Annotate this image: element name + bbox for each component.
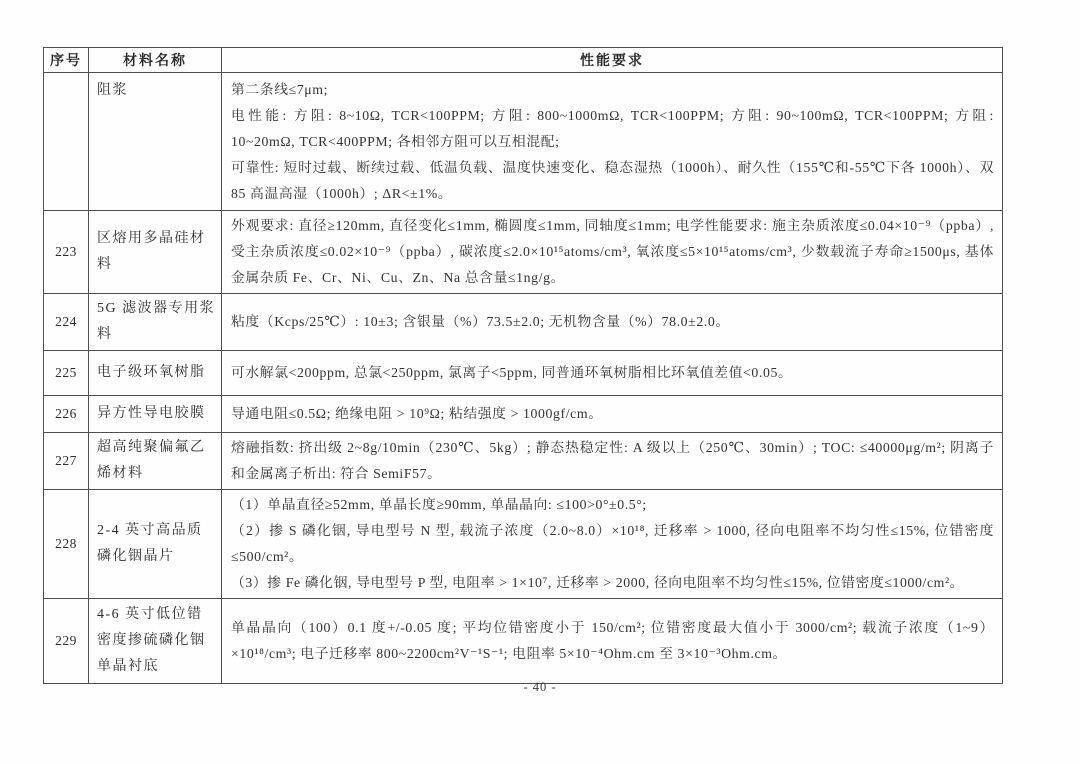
- material-name-cell: 区熔用多晶硅材料: [89, 211, 222, 294]
- performance-cell: [222, 211, 1003, 294]
- performance-cell: [222, 490, 1003, 599]
- performance-cell: [222, 294, 1003, 351]
- table-row: [44, 294, 1003, 351]
- requirement-line: 电性能: 方阻: 8~10Ω, TCR<100PPM; 方阻: 800~1000mΩ, TCR<100PPM; 方阻: 90~100mΩ, TCR<100PPM; 方阻: 10~20mΩ, TCR<400PPM; 各相邻方阻可以互相混配;: [231, 107, 994, 149]
- table-row: [44, 351, 1003, 396]
- performance-cell: [222, 396, 1003, 433]
- header-material-name: 材料名称: [89, 48, 222, 73]
- material-name-cell: 异方性导电胶膜: [89, 396, 222, 433]
- header-no: 序号: [44, 48, 89, 73]
- requirement-line: 熔融指数: 挤出级 2~8g/10min（230℃、5kg）; 静态热稳定性: A 级以上（250℃、30min）; TOC: ≤40000μg/m²; 阴离子和金属离子析出: 符合 SemiF57。: [231, 440, 994, 481]
- requirement-line: （3）掺 Fe 磷化铟, 导电型号 P 型, 电阻率 > 1×10⁷, 迁移率 > 2000, 径向电阻率不均匀性≤15%, 位错密度≤1000/cm²。: [231, 575, 965, 590]
- material-name-cell: 阻浆: [89, 73, 222, 211]
- requirement-line: 可水解氯<200ppm, 总氯<250ppm, 氯离子<5ppm, 同普通环氧树脂相比环氧值差值<0.05。: [231, 365, 793, 380]
- table-row: [44, 73, 1003, 211]
- table-row: [44, 433, 1003, 490]
- row-number-cell: [44, 73, 89, 211]
- table-row: [44, 599, 1003, 684]
- row-number-cell: 227: [44, 433, 89, 490]
- material-name-cell: 超高纯聚偏氟乙烯材料: [89, 433, 222, 490]
- table-row: [44, 490, 1003, 599]
- row-number-cell: 225: [44, 351, 89, 396]
- material-name-cell: 电子级环氧树脂: [89, 351, 222, 396]
- row-number-cell: 228: [44, 490, 89, 599]
- row-number-cell: 229: [44, 599, 89, 684]
- table-header-row: [44, 48, 1003, 73]
- material-name-cell: 4-6 英寸低位错密度掺硫磷化铟单晶衬底: [89, 599, 222, 684]
- requirement-line: 可靠性: 短时过载、断续过载、低温负载、温度快速变化、稳态湿热（1000h）、耐久性（155℃和-55℃下各 1000h）、双 85 高温高湿（1000h）; ΔR<±1%。: [231, 159, 994, 201]
- requirement-line: 单晶晶向（100）0.1 度+/-0.05 度; 平均位错密度小于 150/cm²; 位错密度最大值小于 3000/cm²; 载流子浓度（1~9）×10¹⁸/cm³; 电子迁移率 800~2200cm²V⁻¹S⁻¹; 电阻率 5×10⁻⁴Ohm.cm 至 3×10⁻³Ohm.cm。: [231, 620, 994, 661]
- requirement-line: 外观要求: 直径≥120mm, 直径变化≤1mm, 椭圆度≤1mm, 同轴度≤1mm; 电学性能要求: 施主杂质浓度≤0.04×10⁻⁹（ppba）, 受主杂质浓度≤0.02×10⁻⁹（ppba）, 碳浓度≤2.0×10¹⁵atoms/cm³, 氧浓度≤5×10¹⁵atoms/cm³, 少数载流子寿命≥1500μs, 基体金属杂质 Fe、Cr、Ni、Cu、Zn、Na 总含量≤1ng/g。: [231, 218, 994, 285]
- requirement-line: （2）掺 S 磷化铟, 导电型号 N 型, 载流子浓度（2.0~8.0）×10¹⁸, 迁移率 > 1000, 径向电阻率不均匀性≤15%, 位错密度≤500/cm²。: [231, 523, 994, 564]
- page-number: - 40 -: [523, 680, 557, 694]
- requirement-line: 第二条线≤7μm;: [231, 81, 329, 97]
- performance-cell: [222, 599, 1003, 684]
- material-name-cell: 5G 滤波器专用浆料: [89, 294, 222, 351]
- requirement-line: 导通电阻≤0.5Ω; 绝缘电阻 > 10⁹Ω; 粘结强度 > 1000gf/cm。: [231, 406, 603, 421]
- row-number-cell: 224: [44, 294, 89, 351]
- material-name-cell: 2-4 英寸高品质磷化铟晶片: [89, 490, 222, 599]
- performance-cell: [222, 73, 1003, 211]
- table-row: [44, 211, 1003, 294]
- performance-cell: [222, 433, 1003, 490]
- materials-table: [43, 47, 1003, 684]
- header-performance-requirements: 性能要求: [222, 48, 1003, 73]
- requirement-line: （1）单晶直径≥52mm, 单晶长度≥90mm, 单晶晶向: ≤100>0°±0.5°;: [231, 497, 647, 512]
- requirement-line: 粘度（Kcps/25℃）: 10±3; 含银量（%）73.5±2.0; 无机物含量（%）78.0±2.0。: [231, 314, 730, 329]
- row-number-cell: 223: [44, 211, 89, 294]
- row-number-cell: 226: [44, 396, 89, 433]
- table-row: [44, 396, 1003, 433]
- performance-cell: [222, 351, 1003, 396]
